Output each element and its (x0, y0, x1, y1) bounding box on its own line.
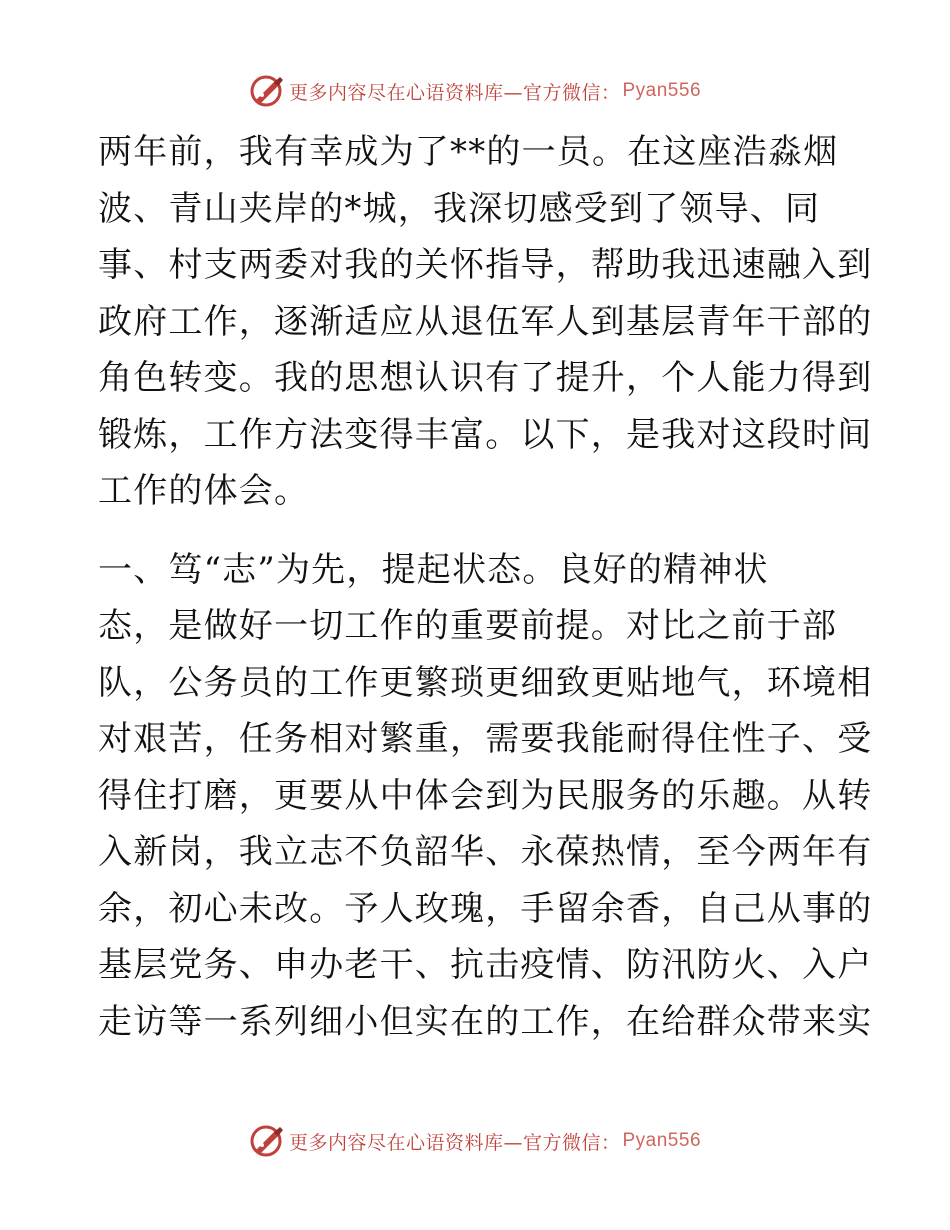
text-line: 入新岗，我立志不负韶华、永葆热情，至今两年有 (98, 832, 873, 872)
watermark-wechat-id: Pyan556 (622, 80, 702, 101)
watermark-wechat-id: Pyan556 (622, 1130, 702, 1151)
pen-logo-icon (249, 74, 285, 108)
text-line: 一、笃“志”为先，提起状态。良好的精神状 (98, 549, 769, 590)
text-line: 两年前，我有幸成为了**的一员。在这座浩淼烟 (98, 132, 839, 172)
text-line: 对艰苦，任务相对繁重，需要我能耐得住性子、受 (98, 719, 873, 759)
text-line: 角色转变。我的思想认识有了提升，个人能力得到 (98, 358, 873, 398)
text-line: 队，公务员的工作更繁琐更细致更贴地气，环境相 (98, 662, 873, 703)
text-line: 走访等一系列细小但实在的工作，在给群众带来实 (98, 1001, 873, 1042)
paragraph-section-one (98, 542, 873, 1051)
watermark-text: 更多内容尽在心语资料库—官方微信： (288, 81, 621, 104)
pen-logo-icon (249, 1124, 285, 1158)
text-line: 态，是做好一切工作的重要前提。对比之前于部 (98, 606, 838, 646)
text-line: 政府工作，逐渐适应从退伍军人到基层青年干部的 (98, 301, 873, 342)
text-line: 得住打磨，更要从中体会到为民服务的乐趣。从转 (98, 775, 873, 816)
text-line: 波、青山夹岸的*城，我深切感受到了领导、同 (98, 188, 821, 229)
header-watermark (0, 74, 950, 108)
text-line: 余，初心未改。予人玫瑰，手留余香，自己从事的 (98, 888, 873, 929)
footer-watermark (0, 1124, 950, 1158)
paragraph-intro (98, 124, 873, 520)
watermark-text: 更多内容尽在心语资料库—官方微信： (288, 1131, 621, 1154)
text-line: 事、村支两委对我的关怀指导，帮助我迅速融入到 (98, 245, 873, 285)
text-line: 锻炼，工作方法变得丰富。以下，是我对这段时间 (98, 414, 873, 455)
text-line: 工作的体会。 (98, 471, 310, 511)
document-body (98, 124, 873, 1050)
text-line: 基层党务、申办老干、抗击疫情、防汛防火、入户 (98, 945, 873, 985)
